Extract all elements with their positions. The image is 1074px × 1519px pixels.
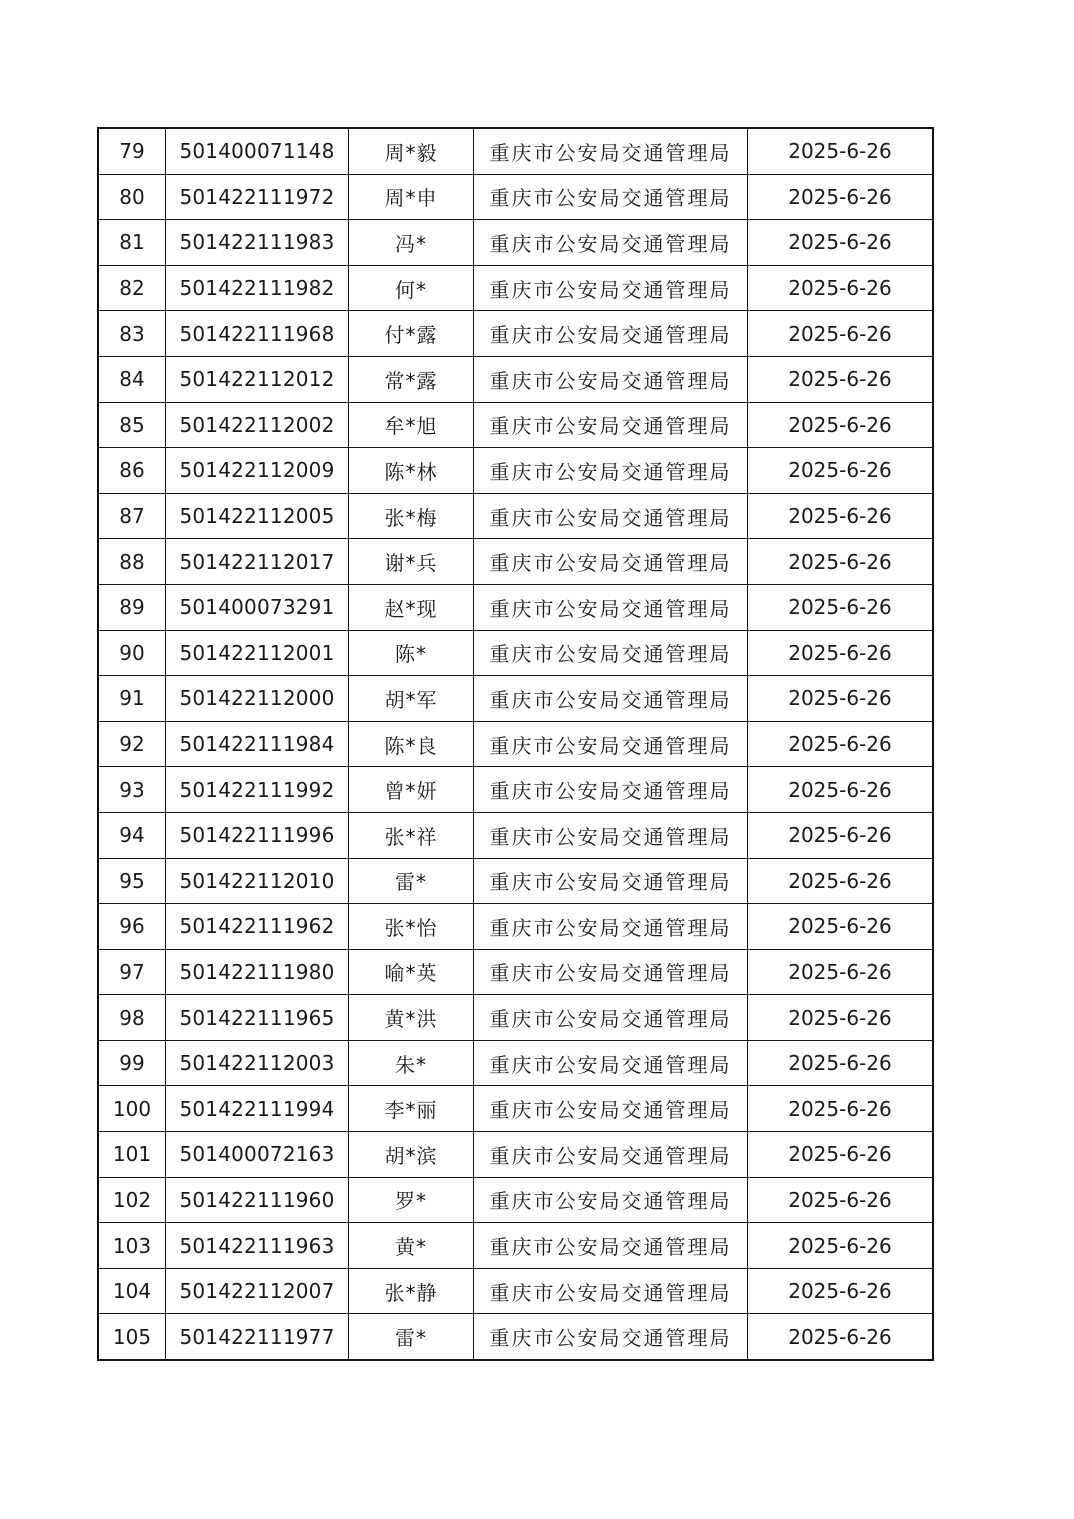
row-number-cell: 80 [98, 174, 166, 220]
row-number-cell: 79 [98, 128, 166, 174]
id-number-cell: 501422111996 [166, 812, 349, 858]
organization-cell: 重庆市公安局交通管理局 [474, 1268, 748, 1314]
id-number-cell: 501422111972 [166, 174, 349, 220]
row-number-cell: 91 [98, 676, 166, 722]
table-row [98, 1177, 933, 1223]
row-number-cell: 86 [98, 448, 166, 494]
organization-cell: 重庆市公安局交通管理局 [474, 356, 748, 402]
organization-cell: 重庆市公安局交通管理局 [474, 1132, 748, 1178]
organization-cell: 重庆市公安局交通管理局 [474, 949, 748, 995]
row-number-cell: 96 [98, 904, 166, 950]
date-cell: 2025-6-26 [748, 493, 934, 539]
person-name-cell: 张*梅 [349, 493, 474, 539]
organization-cell: 重庆市公安局交通管理局 [474, 174, 748, 220]
date-cell: 2025-6-26 [748, 1223, 934, 1269]
date-cell: 2025-6-26 [748, 949, 934, 995]
person-name-cell: 罗* [349, 1177, 474, 1223]
organization-cell: 重庆市公安局交通管理局 [474, 1086, 748, 1132]
id-number-cell: 501422111984 [166, 721, 349, 767]
row-number-cell: 105 [98, 1314, 166, 1360]
date-cell: 2025-6-26 [748, 630, 934, 676]
person-name-cell: 常*露 [349, 356, 474, 402]
table-row [98, 539, 933, 585]
person-name-cell: 张*祥 [349, 812, 474, 858]
person-name-cell: 赵*现 [349, 584, 474, 630]
row-number-cell: 84 [98, 356, 166, 402]
table-row [98, 402, 933, 448]
date-cell: 2025-6-26 [748, 1314, 934, 1360]
person-name-cell: 李*丽 [349, 1086, 474, 1132]
person-name-cell: 黄*洪 [349, 995, 474, 1041]
person-name-cell: 周*申 [349, 174, 474, 220]
organization-cell: 重庆市公安局交通管理局 [474, 1223, 748, 1269]
table-row [98, 448, 933, 494]
row-number-cell: 97 [98, 949, 166, 995]
table-row [98, 311, 933, 357]
person-name-cell: 何* [349, 265, 474, 311]
table-row [98, 721, 933, 767]
person-name-cell: 张*静 [349, 1268, 474, 1314]
table-row [98, 1314, 933, 1360]
date-cell: 2025-6-26 [748, 356, 934, 402]
date-cell: 2025-6-26 [748, 767, 934, 813]
organization-cell: 重庆市公安局交通管理局 [474, 767, 748, 813]
organization-cell: 重庆市公安局交通管理局 [474, 721, 748, 767]
date-cell: 2025-6-26 [748, 584, 934, 630]
row-number-cell: 99 [98, 1040, 166, 1086]
organization-cell: 重庆市公安局交通管理局 [474, 995, 748, 1041]
organization-cell: 重庆市公安局交通管理局 [474, 448, 748, 494]
records-table-body [98, 128, 933, 1360]
id-number-cell: 501400072163 [166, 1132, 349, 1178]
table-row [98, 995, 933, 1041]
id-number-cell: 501422112000 [166, 676, 349, 722]
person-name-cell: 冯* [349, 220, 474, 266]
id-number-cell: 501422112003 [166, 1040, 349, 1086]
person-name-cell: 胡*军 [349, 676, 474, 722]
id-number-cell: 501422111977 [166, 1314, 349, 1360]
table-row [98, 1086, 933, 1132]
table-row [98, 128, 933, 174]
person-name-cell: 付*露 [349, 311, 474, 357]
table-row [98, 676, 933, 722]
row-number-cell: 98 [98, 995, 166, 1041]
organization-cell: 重庆市公安局交通管理局 [474, 904, 748, 950]
person-name-cell: 喻*英 [349, 949, 474, 995]
organization-cell: 重庆市公安局交通管理局 [474, 220, 748, 266]
id-number-cell: 501422111962 [166, 904, 349, 950]
table-row [98, 174, 933, 220]
id-number-cell: 501422112012 [166, 356, 349, 402]
table-row [98, 904, 933, 950]
id-number-cell: 501400073291 [166, 584, 349, 630]
person-name-cell: 雷* [349, 1314, 474, 1360]
date-cell: 2025-6-26 [748, 311, 934, 357]
table-row [98, 767, 933, 813]
person-name-cell: 谢*兵 [349, 539, 474, 585]
date-cell: 2025-6-26 [748, 220, 934, 266]
person-name-cell: 陈* [349, 630, 474, 676]
id-number-cell: 501422111963 [166, 1223, 349, 1269]
date-cell: 2025-6-26 [748, 265, 934, 311]
person-name-cell: 陈*林 [349, 448, 474, 494]
date-cell: 2025-6-26 [748, 174, 934, 220]
id-number-cell: 501422112017 [166, 539, 349, 585]
id-number-cell: 501400071148 [166, 128, 349, 174]
date-cell: 2025-6-26 [748, 448, 934, 494]
organization-cell: 重庆市公安局交通管理局 [474, 1177, 748, 1223]
person-name-cell: 黄* [349, 1223, 474, 1269]
row-number-cell: 100 [98, 1086, 166, 1132]
id-number-cell: 501422111980 [166, 949, 349, 995]
date-cell: 2025-6-26 [748, 1268, 934, 1314]
date-cell: 2025-6-26 [748, 1040, 934, 1086]
records-table [97, 127, 934, 1361]
organization-cell: 重庆市公安局交通管理局 [474, 128, 748, 174]
row-number-cell: 102 [98, 1177, 166, 1223]
row-number-cell: 83 [98, 311, 166, 357]
person-name-cell: 陈*良 [349, 721, 474, 767]
row-number-cell: 87 [98, 493, 166, 539]
organization-cell: 重庆市公安局交通管理局 [474, 1314, 748, 1360]
row-number-cell: 103 [98, 1223, 166, 1269]
id-number-cell: 501422112001 [166, 630, 349, 676]
table-row [98, 220, 933, 266]
person-name-cell: 朱* [349, 1040, 474, 1086]
table-row [98, 493, 933, 539]
row-number-cell: 95 [98, 858, 166, 904]
table-row [98, 630, 933, 676]
date-cell: 2025-6-26 [748, 1132, 934, 1178]
person-name-cell: 张*怡 [349, 904, 474, 950]
table-row [98, 1223, 933, 1269]
person-name-cell: 曾*妍 [349, 767, 474, 813]
row-number-cell: 89 [98, 584, 166, 630]
organization-cell: 重庆市公安局交通管理局 [474, 630, 748, 676]
person-name-cell: 周*毅 [349, 128, 474, 174]
table-row [98, 356, 933, 402]
date-cell: 2025-6-26 [748, 1086, 934, 1132]
id-number-cell: 501422111960 [166, 1177, 349, 1223]
date-cell: 2025-6-26 [748, 676, 934, 722]
organization-cell: 重庆市公安局交通管理局 [474, 402, 748, 448]
row-number-cell: 88 [98, 539, 166, 585]
row-number-cell: 92 [98, 721, 166, 767]
organization-cell: 重庆市公安局交通管理局 [474, 858, 748, 904]
id-number-cell: 501422111992 [166, 767, 349, 813]
id-number-cell: 501422111965 [166, 995, 349, 1041]
row-number-cell: 90 [98, 630, 166, 676]
date-cell: 2025-6-26 [748, 721, 934, 767]
date-cell: 2025-6-26 [748, 539, 934, 585]
table-row [98, 1040, 933, 1086]
table-row [98, 265, 933, 311]
organization-cell: 重庆市公安局交通管理局 [474, 812, 748, 858]
id-number-cell: 501422111968 [166, 311, 349, 357]
id-number-cell: 501422112007 [166, 1268, 349, 1314]
row-number-cell: 94 [98, 812, 166, 858]
organization-cell: 重庆市公安局交通管理局 [474, 493, 748, 539]
table-row [98, 949, 933, 995]
person-name-cell: 胡*滨 [349, 1132, 474, 1178]
table-row [98, 812, 933, 858]
organization-cell: 重庆市公安局交通管理局 [474, 676, 748, 722]
date-cell: 2025-6-26 [748, 858, 934, 904]
person-name-cell: 雷* [349, 858, 474, 904]
row-number-cell: 104 [98, 1268, 166, 1314]
organization-cell: 重庆市公安局交通管理局 [474, 584, 748, 630]
id-number-cell: 501422112005 [166, 493, 349, 539]
date-cell: 2025-6-26 [748, 812, 934, 858]
date-cell: 2025-6-26 [748, 904, 934, 950]
id-number-cell: 501422111982 [166, 265, 349, 311]
row-number-cell: 101 [98, 1132, 166, 1178]
row-number-cell: 85 [98, 402, 166, 448]
table-row [98, 858, 933, 904]
table-row [98, 1268, 933, 1314]
organization-cell: 重庆市公安局交通管理局 [474, 311, 748, 357]
organization-cell: 重庆市公安局交通管理局 [474, 1040, 748, 1086]
id-number-cell: 501422112002 [166, 402, 349, 448]
date-cell: 2025-6-26 [748, 402, 934, 448]
id-number-cell: 501422112010 [166, 858, 349, 904]
id-number-cell: 501422111994 [166, 1086, 349, 1132]
date-cell: 2025-6-26 [748, 995, 934, 1041]
row-number-cell: 81 [98, 220, 166, 266]
table-row [98, 584, 933, 630]
id-number-cell: 501422111983 [166, 220, 349, 266]
organization-cell: 重庆市公安局交通管理局 [474, 265, 748, 311]
row-number-cell: 82 [98, 265, 166, 311]
id-number-cell: 501422112009 [166, 448, 349, 494]
organization-cell: 重庆市公安局交通管理局 [474, 539, 748, 585]
row-number-cell: 93 [98, 767, 166, 813]
date-cell: 2025-6-26 [748, 1177, 934, 1223]
table-row [98, 1132, 933, 1178]
date-cell: 2025-6-26 [748, 128, 934, 174]
person-name-cell: 牟*旭 [349, 402, 474, 448]
